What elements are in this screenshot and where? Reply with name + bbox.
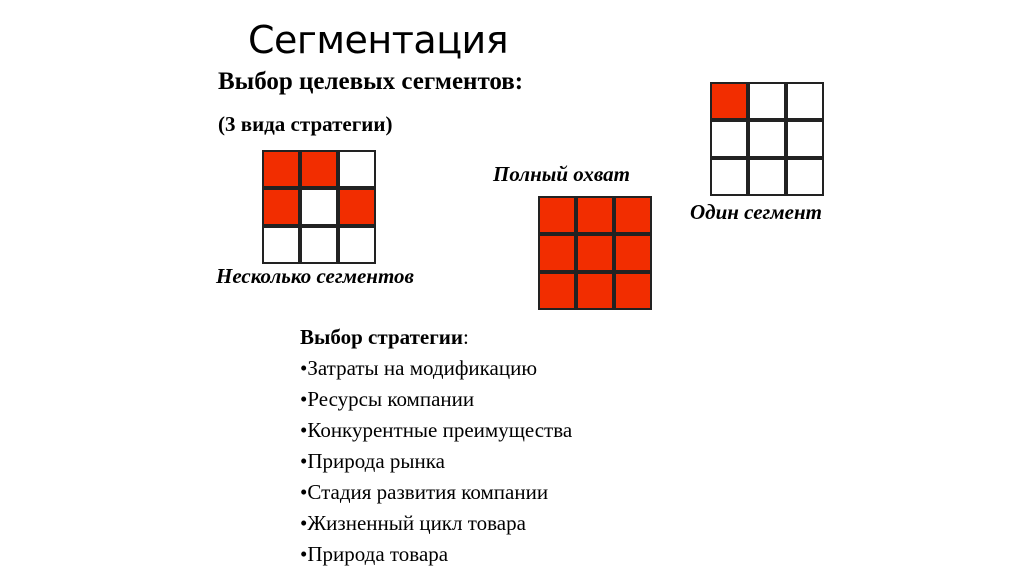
segment-cell <box>786 158 824 196</box>
caption-full-coverage: Полный охват <box>493 162 630 186</box>
segment-cell <box>300 226 338 264</box>
factor-item: •Ресурсы компании <box>300 387 475 411</box>
segment-cell <box>710 158 748 196</box>
slide-title: Сегментация <box>248 18 509 62</box>
segment-cell <box>262 226 300 264</box>
segment-cell-selected <box>576 272 614 310</box>
factor-item: •Затраты на модификацию <box>300 356 538 380</box>
strategy-factors <box>300 322 572 570</box>
grid-single-segment <box>710 82 824 196</box>
factor-item: •Природа товара <box>300 542 449 566</box>
factor-item: •Конкурентные преимущества <box>300 418 573 442</box>
caption-several-segments: Несколько сегментов <box>216 264 414 288</box>
segment-cell-selected <box>710 82 748 120</box>
segment-cell <box>710 120 748 158</box>
factors-list <box>300 353 572 570</box>
segment-cell-selected <box>262 188 300 226</box>
segment-cell <box>748 82 786 120</box>
segment-cell-selected <box>538 234 576 272</box>
segment-cell-selected <box>300 150 338 188</box>
strategy-count-note: (3 вида стратегии) <box>218 112 393 136</box>
segment-cell-selected <box>262 150 300 188</box>
segment-cell <box>300 188 338 226</box>
segment-cell-selected <box>614 196 652 234</box>
slide-subtitle: Выбор целевых сегментов: <box>218 68 524 95</box>
segment-cell-selected <box>576 234 614 272</box>
segment-cell-selected <box>614 272 652 310</box>
segment-cell-selected <box>338 188 376 226</box>
segment-cell-selected <box>614 234 652 272</box>
caption-single-segment: Один сегмент <box>690 200 822 224</box>
factor-item: •Природа рынка <box>300 449 445 473</box>
segment-cell-selected <box>576 196 614 234</box>
segment-cell <box>338 226 376 264</box>
segment-cell <box>748 120 786 158</box>
segment-cell-selected <box>538 196 576 234</box>
factor-item: •Жизненный цикл товара <box>300 511 526 535</box>
factor-item: •Стадия развития компании <box>300 480 549 504</box>
grid-full-coverage <box>538 196 652 310</box>
segment-cell <box>338 150 376 188</box>
grid-several-segments <box>262 150 376 264</box>
factors-heading: Выбор стратегии: <box>300 325 469 349</box>
segment-cell-selected <box>538 272 576 310</box>
segment-cell <box>748 158 786 196</box>
segment-cell <box>786 82 824 120</box>
segment-cell <box>786 120 824 158</box>
